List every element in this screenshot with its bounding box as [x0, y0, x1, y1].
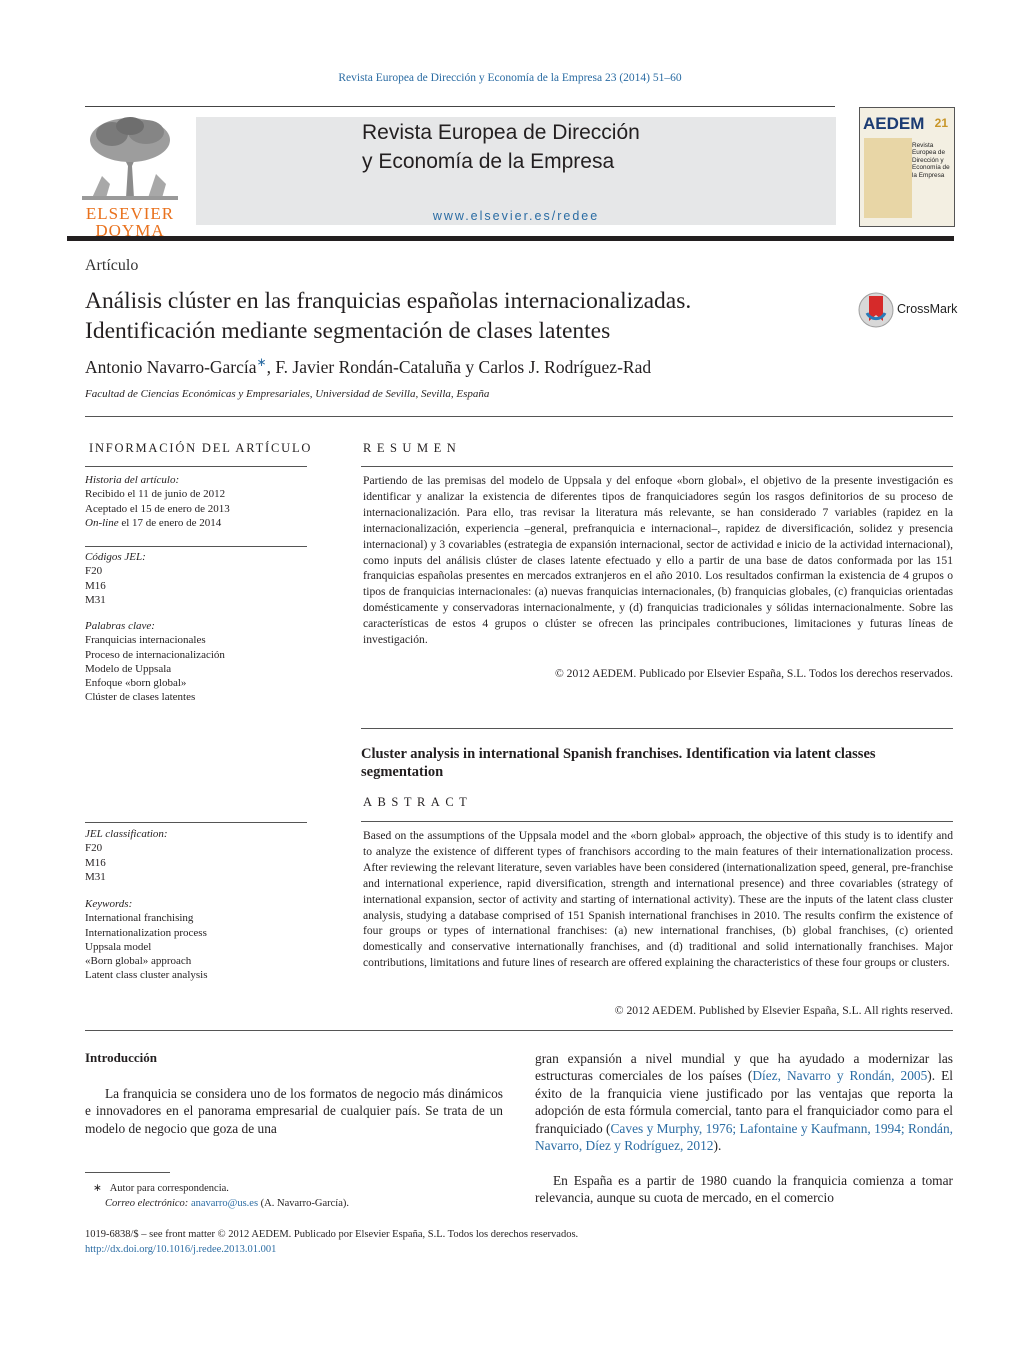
abstract-top-rule: [361, 728, 953, 729]
keyword: International franchising: [85, 912, 194, 925]
issn-line: 1019-6838/$ – see front matter © 2012 AEDEM. Publicado por Elsevier España, S.L. Todos los derechos reservados.: [85, 1229, 579, 1240]
paragraph-text: ).: [713, 1138, 722, 1154]
abstract-copyright: © 2012 AEDEM. Published by Elsevier España, S.L. All rights reserved.: [614, 1004, 953, 1017]
journal-name-line2: y Economía de la Empresa: [362, 150, 615, 173]
intro-paragraph-right-2: En España es a partir de 1980 cuando la franquicia comienza a tomar relevancia, aunque su cuota de mercado, en el comercio: [535, 1173, 953, 1206]
elsevier-logo: [82, 114, 178, 240]
keyword: Uppsala model: [85, 940, 152, 953]
cover-panel: [864, 138, 912, 218]
info-rule: [85, 466, 307, 467]
journal-name: [362, 118, 640, 176]
footnote-text: Autor para correspondencia.: [109, 1183, 229, 1194]
cover-brand: AEDEM: [863, 114, 925, 133]
header-bottom-rule: [67, 236, 954, 241]
corresponding-mark[interactable]: ∗: [256, 355, 267, 369]
affiliation: Facultad de Ciencias Económicas y Empresariales, Universidad de Sevilla, Sevilla, España: [85, 388, 490, 400]
keyword: Franquicias internacionales: [85, 634, 206, 647]
email-owner: (A. Navarro-García).: [258, 1197, 349, 1209]
resumen-text: Partiendo de las premisas del modelo de Uppsala y del enfoque «born global», el objetivo de la presente investigación es identificar y analizar la existencia de diferentes tipos de franquiciadores según los rasgos definitorios de su proceso de internacionalización. Para ello, tras revisar la literatura más relevante, se han considerado 7 variables (rapidez en la internacionalización, experiencia –general, prefranquicia e internacional–, rapidez de diversificación, solidez y presencia internacional) y 3 covariables (estrategia de expansión internacional, sector de actividad e inicio de la actividad internacional), como inputs del análisis clúster de clases latente efectuado y ello a partir de una base de datos conformada por las 151 franquicias españolas presentes en mercados extranjeros en el año 2010. Los resultados confirman la existencia de 4 grupos o tipos de franquicias internacionales: (a) nuevas franquicias internacionales, (b) franquicias globales, (c) franquicias orientadas domésticamente y conservadoras internacionalmente, y (d) franquicias tradicionales y sólidas internacionalmente. Sobre las características de estos 4 grupos o clúster se ofrecen las principales contribuciones, limitaciones y futuras líneas de investigación.: [363, 474, 953, 647]
cover-title: Revista Europea de Dirección y Economía de la Empresa: [912, 142, 950, 179]
keywords-es: [85, 619, 307, 705]
jel-en-rule: [85, 822, 307, 823]
jel-label-en: JEL classification:: [85, 828, 168, 840]
author-1[interactable]: Antonio Navarro-García: [85, 356, 257, 377]
publisher-name-2: DOYMA: [95, 221, 165, 240]
intro-paragraph-left: La franquicia se considera uno de los formatos de negocio más dinámicos e innovadores en el panorama empresarial de cualquier país. Se trata de un modelo de negocio que goza de una: [85, 1086, 503, 1136]
online-rest: el 17 de enero de 2014: [118, 516, 222, 529]
keywords-label-en: Keywords:: [85, 898, 133, 910]
article-history: [85, 473, 307, 530]
jel-code: F20: [85, 565, 103, 578]
jel-codes-en: [85, 827, 307, 884]
paragraph-text: gran expansión a nivel mundial y que ha ayudado a modernizar las estructuras comerciales de los países (: [535, 1051, 953, 1084]
affiliation-rule: [85, 416, 953, 417]
bottom-matter: [85, 1227, 578, 1257]
jel-code: F20: [85, 842, 103, 855]
intro-paragraph-right-1: [535, 1050, 953, 1154]
crossmark-icon: [858, 291, 894, 329]
authors: [85, 355, 651, 378]
abstract-text: Based on the assumptions of the Uppsala model and the «born global» approach, the objective of this study is to identify and to analyze the existence of different types of franchisors according to the main features of their internationalization process. After reviewing the relevant literature, seven variables have been considered (internationalization speed, general, pre-franchise and international experience, rapid diversification, strength and international presence) and three covariables (strategy of international expansion, sector of activity and starting of international activity). These are the inputs of the latent class cluster analysis, studying a database comprised of 151 Spanish international franchises in 2010. The results confirm the existence of four groups or types of international franchises: (a) new international franchises, (b) global franchises, (c) oriented domestically and conservative internationally franchises, and (d) traditional and solid internationally franchises. Major contributions, limitations and future lines of research are offered explaining the characteristics of these four groups or clusters.: [363, 829, 953, 970]
footnote-line-1: [93, 1182, 493, 1197]
received-date: Recibido el 11 de junio de 2012: [85, 488, 226, 501]
other-authors[interactable]: , F. Javier Rondán-Cataluña y Carlos J. Rodríguez-Rad: [266, 356, 652, 377]
paragraph-text: ). El éxito de la franquicia viene justificado por las ventajas que reporta la adopción de esta fórmula comercial, tanto para el franquiciador como para el franquiciado (: [535, 1068, 953, 1136]
jel-code: M31: [85, 870, 106, 883]
keyword: Enfoque «born global»: [85, 677, 187, 690]
footnote-line-2: [93, 1197, 493, 1212]
crossmark-badge[interactable]: [858, 291, 958, 329]
history-label: Historia del artículo:: [85, 474, 180, 486]
journal-url[interactable]: www.elsevier.es/redee: [432, 209, 600, 223]
jel-rule: [85, 546, 307, 547]
keyword: «Born global» approach: [85, 955, 192, 968]
english-title: Cluster analysis in international Spanish franchises. Identification via latent classes segmentation: [361, 746, 876, 780]
keyword: Proceso de internacionalización: [85, 648, 225, 661]
keywords-en: [85, 897, 307, 983]
citation-link[interactable]: Díez, Navarro y Rondán, 2005: [752, 1068, 928, 1084]
resumen-rule: [361, 466, 953, 467]
abstract-heading: ABSTRACT: [363, 795, 473, 809]
accepted-date: Aceptado el 15 de enero de 2013: [85, 502, 230, 515]
keywords-label: Palabras clave:: [85, 620, 155, 632]
intro-heading: Introducción: [85, 1050, 157, 1065]
keyword: Modelo de Uppsala: [85, 662, 172, 675]
body-top-rule: [85, 1030, 953, 1031]
crossmark-label: CrossMark: [897, 302, 958, 316]
journal-citation[interactable]: Revista Europea de Dirección y Economía de la Empresa 23 (2014) 51–60: [338, 72, 682, 84]
footnote: [93, 1182, 493, 1211]
article-title-line2: Identificación mediante segmentación de clases latentes: [85, 318, 611, 344]
keyword: Latent class cluster analysis: [85, 969, 208, 982]
footnote-mark: ∗: [93, 1183, 102, 1194]
doi-link[interactable]: http://dx.doi.org/10.1016/j.redee.2013.01.001: [85, 1244, 277, 1255]
header-top-rule: [85, 106, 835, 107]
article-type: Artículo: [85, 257, 139, 274]
keyword: Clúster de clases latentes: [85, 691, 196, 704]
journal-name-line1: Revista Europea de Dirección: [362, 121, 640, 144]
online-prefix: On-line: [85, 516, 119, 529]
email-link[interactable]: anavarro@us.es: [190, 1197, 259, 1209]
resumen-copyright: © 2012 AEDEM. Publicado por Elsevier España, S.L. Todos los derechos reservados.: [554, 667, 953, 680]
citation-link[interactable]: Caves y Murphy, 1976; Lafontaine y Kaufmann, 1994; Rondán, Navarro, Díez y Rodríguez, 2012: [535, 1120, 954, 1154]
cover-volume: 21: [934, 116, 948, 130]
publisher-name-1: ELSEVIER: [85, 204, 175, 223]
keyword: Internationalization process: [85, 926, 207, 939]
email-label: Correo electrónico:: [105, 1197, 189, 1209]
online-date: [85, 516, 307, 530]
resumen-heading: RESUMEN: [363, 441, 462, 455]
jel-code: M16: [85, 856, 106, 869]
jel-codes: [85, 550, 307, 607]
jel-code: M16: [85, 579, 106, 592]
jel-label: Códigos JEL:: [85, 551, 146, 563]
article-info-heading: INFORMACIÓN DEL ARTÍCULO: [89, 441, 313, 455]
tree-icon: [82, 114, 178, 200]
article-title: [85, 286, 691, 346]
journal-cover: [859, 107, 955, 227]
article-title-line1: Análisis clúster en las franquicias españolas internacionalizadas.: [85, 288, 692, 314]
footnote-rule: [85, 1172, 170, 1173]
abstract-rule: [361, 821, 953, 822]
jel-code: M31: [85, 593, 106, 606]
